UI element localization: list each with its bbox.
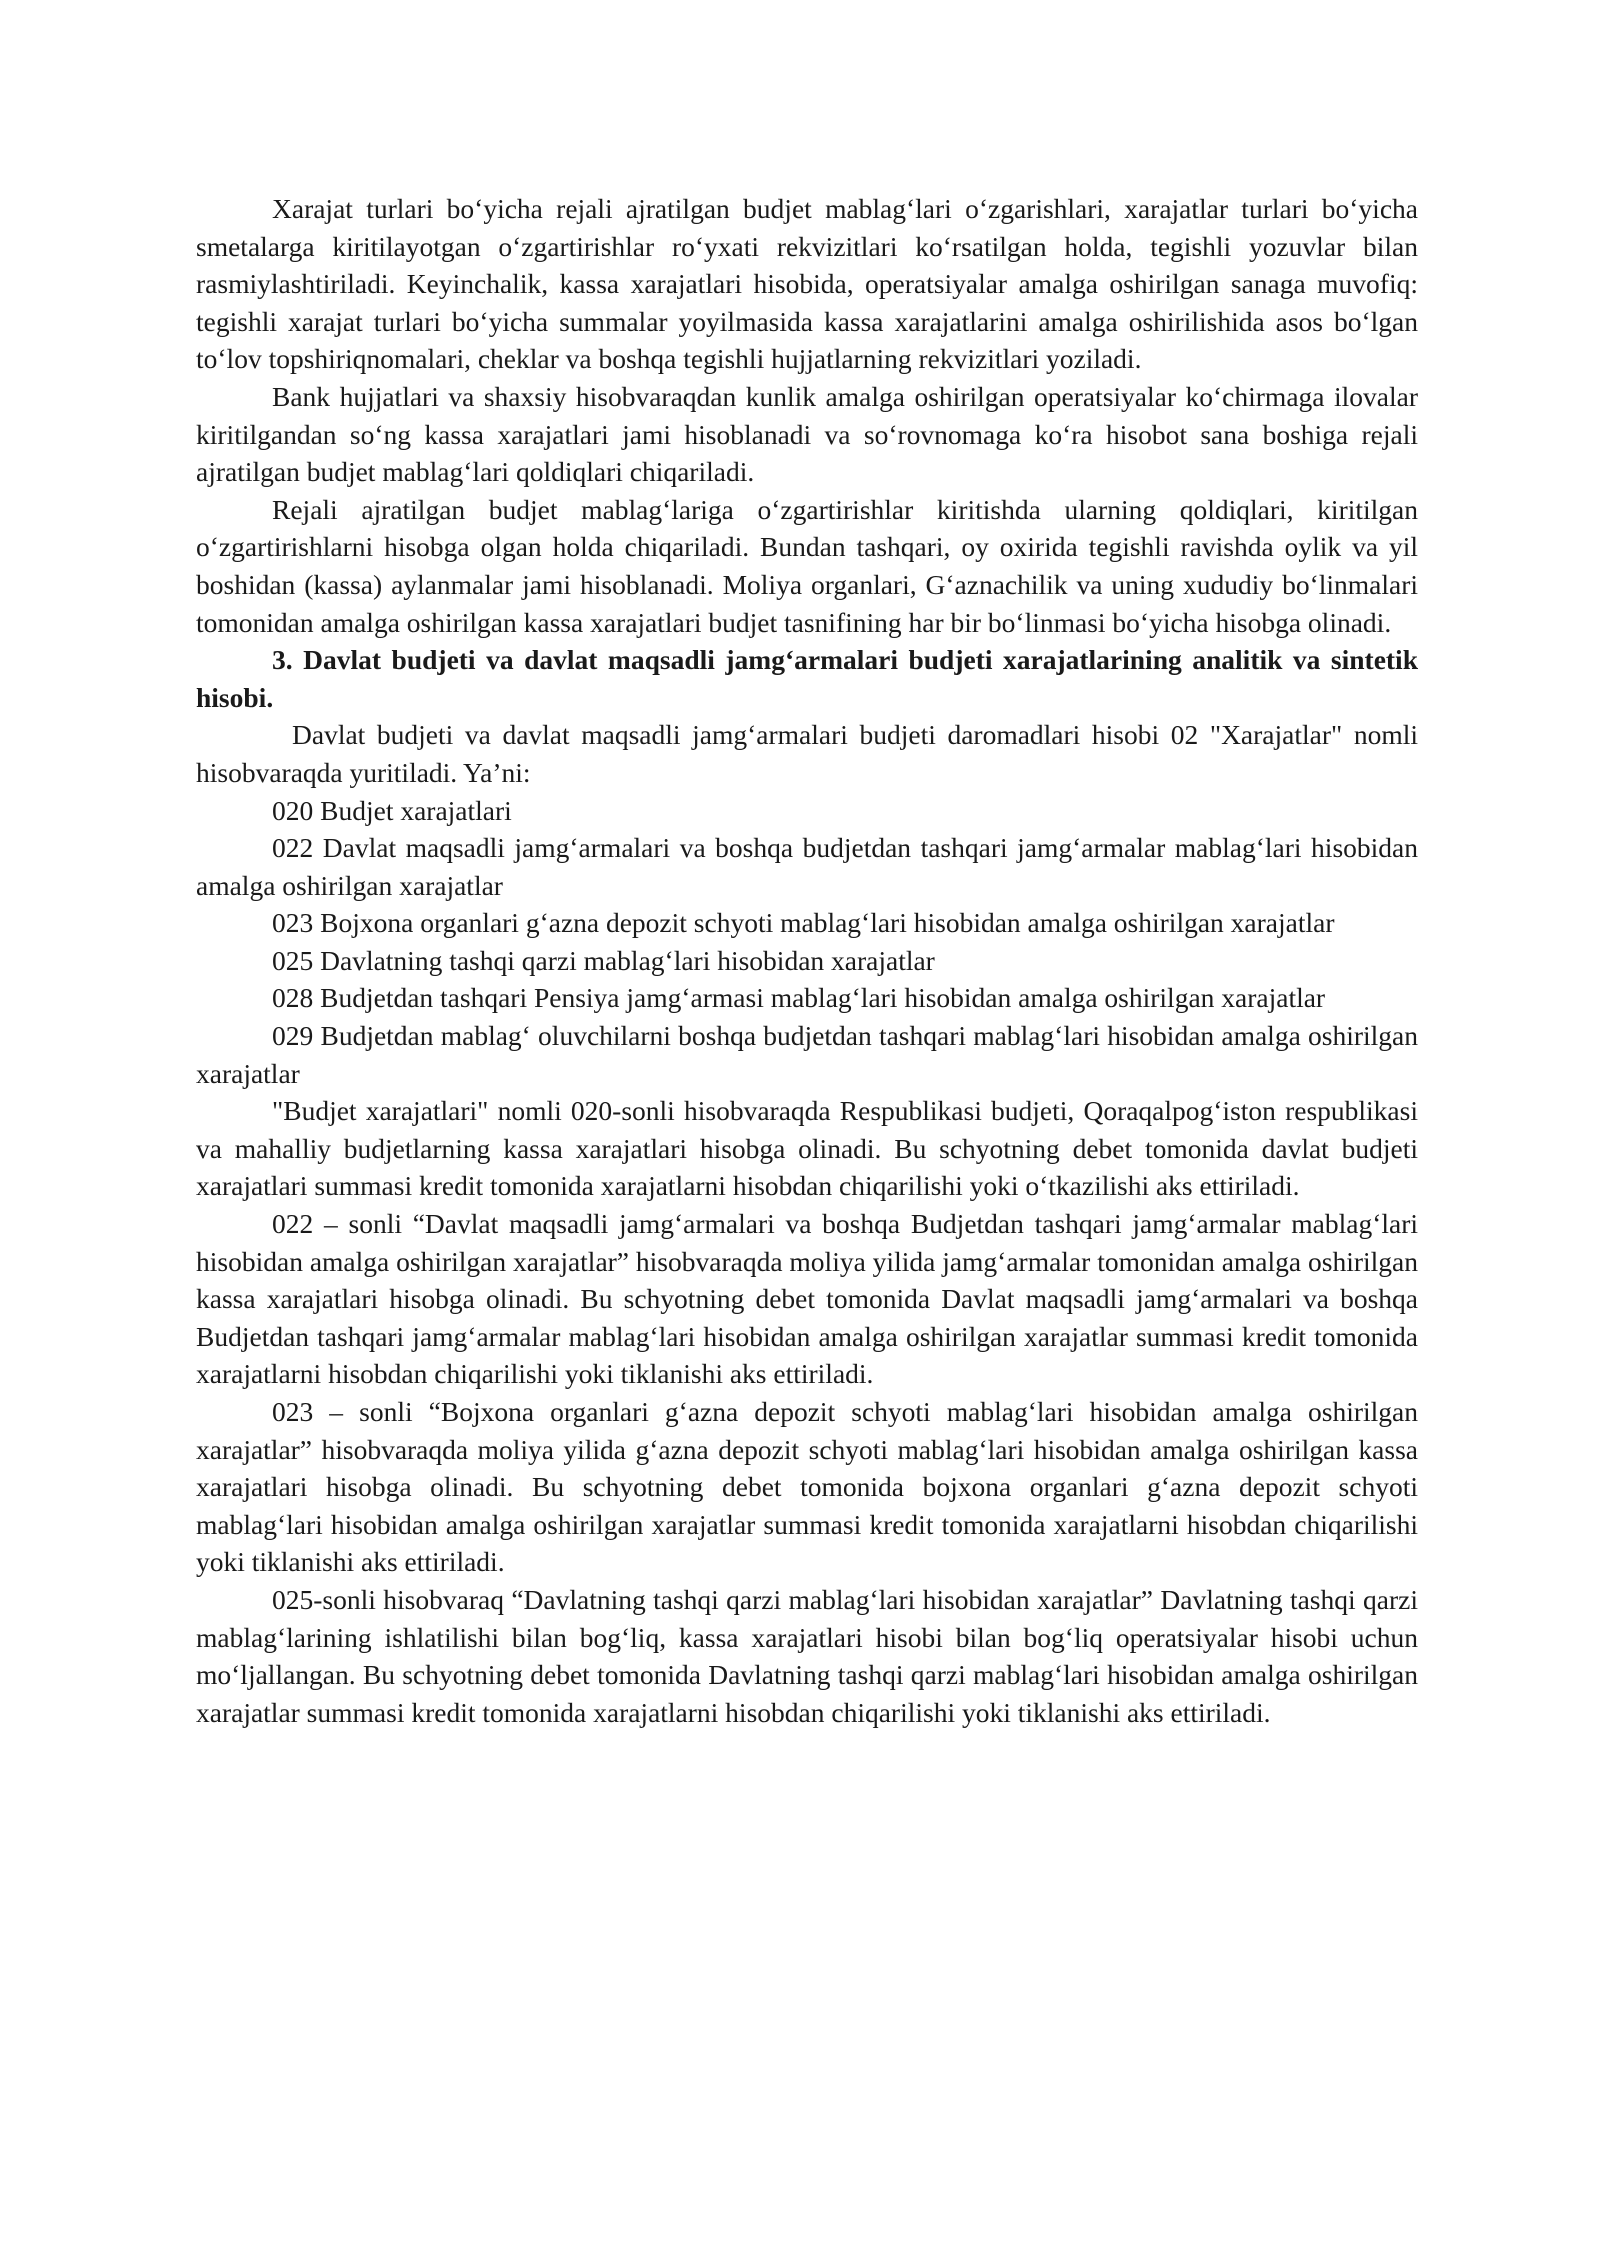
document-page	[196, 190, 1418, 1731]
account-item-028: 028 Budjetdan tashqari Pensiya jamg‘armasi mablag‘lari hisobidan amalga oshirilgan xarajatlar	[272, 982, 1326, 1014]
paragraph-account-020: "Budjet xarajatlari" nomli 020-sonli hisobvaraqda Respublikasi budjeti, Qoraqalpog‘iston respublikasi va mahalliy budjetlarning kassa xarajatlari hisobga olinadi. Bu schyotning debet tomonida davlat budjeti xarajatlari summasi kredit tomonida xarajatlarni hisobdan chiqarilishi yoki o‘tkazilishi aks ettiriladi.	[196, 1095, 1418, 1202]
paragraph-intro: Davlat budjeti va davlat maqsadli jamg‘armalari budjeti daromadlari hisobi 02 "Xarajatlar" nomli hisobvaraqda yuritiladi. Ya’ni:	[196, 719, 1418, 788]
account-item-022: 022 Davlat maqsadli jamg‘armalari va boshqa budjetdan tashqari jamg‘armalar mablag‘lari hisobidan amalga oshirilgan xarajatlar	[196, 832, 1418, 901]
account-item-020: 020 Budjet xarajatlari	[272, 794, 512, 826]
paragraph-planned-allocation-changes: Xarajat turlari bo‘yicha rejali ajratilgan budjet mablag‘lari o‘zgarishlari, xarajatlar turlari bo‘yicha smetalarga kiritilayotgan o‘zgartirishlar ro‘yxati rekvizitlari ko‘rsatilgan holda, tegishli yozuvlar bilan rasmiylashtiriladi. Keyinchalik, kassa xarajatlari hisobida, operatsiyalar amalga oshirilgan sanaga muvofiq: tegishli xarajat turlari bo‘yicha summalar yoyilmasida kassa xarajatlarini amalga oshirilishida asos bo‘lgan to‘lov topshiriqnomalari, cheklar va boshqa tegishli hujjatlarning rekvizitlari yoziladi.	[196, 193, 1418, 375]
paragraph-remainders: Rejali ajratilgan budjet mablag‘lariga o‘zgartirishlar kiritishda ularning qoldiqlari, kiritilgan o‘zgartirishlarni hisobga olgan holda chiqariladi. Bundan tashqari, oy oxirida tegishli ravishda oylik va yil boshidan (kassa) aylanmalar jami hisoblanadi. Moliya organlari, G‘aznachilik va uning xududiy bo‘linmalari tomonidan amalga oshirilgan kassa xarajatlari budjet tasnifining har bir bo‘linmasi bo‘yicha hisobga olinadi.	[196, 493, 1418, 638]
paragraph-account-023: 023 – sonli “Bojxona organlari g‘azna depozit schyoti mablag‘lari hisobidan amalga oshirilgan xarajatlar” hisobvaraqda moliya yilida g‘azna depozit schyoti mablag‘lari hisobidan amalga oshirilgan kassa xarajatlari hisobga olinadi. Bu schyotning debet tomonida bojxona organlari g‘azna depozit schyoti mablag‘lari hisobidan amalga oshirilgan xarajatlar summasi kredit tomonida xarajatlarni hisobdan chiqarilishi yoki tiklanishi aks ettiriladi.	[196, 1396, 1418, 1578]
paragraph-account-025: 025-sonli hisobvaraq “Davlatning tashqi qarzi mablag‘lari hisobidan xarajatlar” Davlatning tashqi qarzi mablag‘larining ishlatilishi bilan bog‘liq, kassa xarajatlari hisobi bilan bog‘liq operatsiyalar hisobi uchun mo‘ljallangan. Bu schyotning debet tomonida Davlatning tashqi qarzi mablag‘lari hisobidan amalga oshirilgan xarajatlar summasi kredit tomonida xarajatlarni hisobdan chiqarilishi yoki tiklanishi aks ettiriladi.	[196, 1583, 1418, 1728]
account-item-023: 023 Bojxona organlari g‘azna depozit schyoti mablag‘lari hisobidan amalga oshirilgan xarajatlar	[272, 907, 1335, 939]
paragraph-account-022: 022 – sonli “Davlat maqsadli jamg‘armalari va boshqa Budjetdan tashqari jamg‘armalar mablag‘lari hisobidan amalga oshirilgan xarajatlar” hisobvaraqda moliya yilida jamg‘armalar tomonidan amalga oshirilgan kassa xarajatlari hisobga olinadi. Bu schyotning debet tomonida Davlat maqsadli jamg‘armalari va boshqa Budjetdan tashqari jamg‘armalar mablag‘lari hisobidan amalga oshirilgan xarajatlar summasi kredit tomonida xarajatlarni hisobdan chiqarilishi yoki tiklanishi aks ettiriladi.	[196, 1208, 1418, 1390]
paragraph-bank-documents: Bank hujjatlari va shaxsiy hisobvaraqdan kunlik amalga oshirilgan operatsiyalar ko‘chirmaga ilovalar kiritilgandan so‘ng kassa xarajatlari jami hisoblanadi va so‘rovnomaga ko‘ra hisobot sana boshiga rejali ajratilgan budjet mablag‘lari qoldiqlari chiqariladi.	[196, 380, 1418, 488]
section-heading: 3. Davlat budjeti va davlat maqsadli jamg‘armalari budjeti xarajatlarining analitik va sintetik hisobi.	[196, 644, 1418, 713]
account-item-025: 025 Davlatning tashqi qarzi mablag‘lari hisobidan xarajatlar	[272, 944, 935, 976]
account-item-029: 029 Budjetdan mablag‘ oluvchilarni boshqa budjetdan tashqari mablag‘lari hisobidan amalga oshirilgan xarajatlar	[196, 1020, 1418, 1089]
